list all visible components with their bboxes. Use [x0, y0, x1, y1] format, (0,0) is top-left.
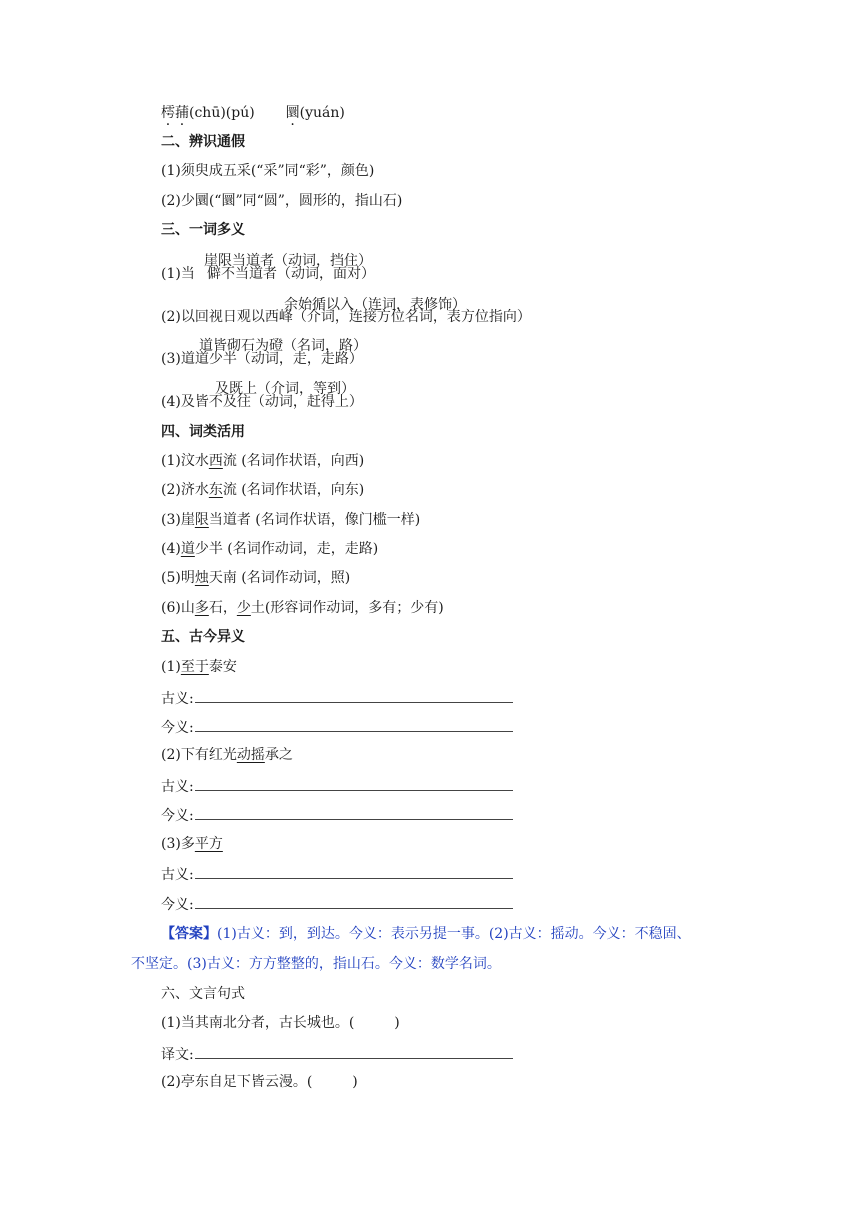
- pinyin-line: [161, 104, 345, 122]
- key-word: 平方: [194, 836, 223, 852]
- blank-label: 今义:: [161, 808, 194, 824]
- item-text: 天南 (名词作动词，照): [208, 570, 351, 586]
- item-text: 流 (名词作状语，向西): [222, 453, 365, 469]
- key-word: 少: [236, 600, 251, 616]
- answer-blank[interactable]: [195, 805, 513, 820]
- list-item-prefix: (1)当: [161, 266, 195, 282]
- answer-blank[interactable]: [195, 717, 513, 732]
- key-word: 动摇: [236, 747, 265, 763]
- item-text: 当道者 (名词作状语，像门槛一样): [208, 512, 421, 528]
- section-heading: 二、辨识通假: [161, 134, 245, 150]
- answer-blank[interactable]: [195, 1044, 513, 1059]
- item-text: 流 (名词作状语，向东): [222, 482, 365, 498]
- question: [161, 746, 293, 764]
- key-word: 至于: [180, 659, 209, 675]
- item-text: 石，: [208, 600, 237, 616]
- dotted-char: 圜: [285, 105, 300, 121]
- answer-blank-row: [161, 1044, 513, 1064]
- item-text: 土(形容词作动词，多有；少有): [250, 600, 444, 616]
- section-heading: 四、词类活用: [161, 424, 245, 440]
- sense-line: 崖限当道者（动词，挡住）: [204, 253, 372, 269]
- blank-label: 古义:: [161, 867, 194, 883]
- sense-line: (2)以回视日观以西峰（介词，连接方位名词，表方位指向）: [161, 309, 531, 325]
- sense-line: (4)及皆不及往（动词，赶得上）: [161, 394, 363, 410]
- pinyin-text: (yuán): [299, 105, 345, 121]
- item-text: (2)济水: [161, 482, 209, 498]
- item-text: (2)下有红光: [161, 747, 237, 763]
- answer-line: 不坚定。(3)古义：方方整整的，指山石。今义：数学名词。: [131, 956, 501, 972]
- blank-label: 古义:: [161, 691, 194, 707]
- key-word: 限: [194, 512, 209, 528]
- item-text: (3)崖: [161, 512, 195, 528]
- sense-line: (3)道道少半（动词，走，走路）: [161, 351, 363, 367]
- key-word: 西: [208, 453, 223, 469]
- item-text: (1)汶水: [161, 453, 209, 469]
- blank-label: 译文:: [161, 1047, 194, 1063]
- answer-blank-row: [161, 776, 513, 796]
- question: [161, 835, 223, 853]
- list-item: [161, 481, 364, 499]
- blank-label: 今义:: [161, 720, 194, 736]
- item-text: ): [352, 1074, 358, 1090]
- item-text: (1): [161, 659, 181, 675]
- list-item: (2)少圜(“圜”同“圆”，圆形的，指山石): [161, 193, 403, 209]
- item-text: (4): [161, 541, 181, 557]
- dotted-char: 樗: [161, 105, 175, 121]
- question: [161, 658, 237, 676]
- answer-line: (1)古义：到，到达。今义：表示另提一事。(2)古义：摇动。今义：不稳固、: [217, 926, 691, 942]
- item-text: (2)亭东自足下皆云漫。(: [161, 1074, 313, 1090]
- list-item: [161, 540, 378, 558]
- key-word: 东: [208, 482, 223, 498]
- key-word: 道: [180, 541, 195, 557]
- question: [161, 1073, 358, 1091]
- sense-line: 僻不当道者（动词，面对）: [207, 266, 375, 282]
- question: [161, 1014, 400, 1032]
- item-text: 泰安: [208, 659, 237, 675]
- answer-blank-row: [161, 717, 513, 737]
- list-item: [161, 511, 420, 529]
- item-text: (3)多: [161, 836, 195, 852]
- answer-blank[interactable]: [195, 864, 513, 879]
- answer-blank-row: [161, 864, 513, 884]
- list-item: [161, 599, 444, 617]
- answer-tag: 【答案】: [161, 926, 217, 942]
- section-heading: 三、一词多义: [161, 222, 245, 238]
- answer-blank[interactable]: [195, 894, 513, 909]
- answer-text: [161, 925, 691, 943]
- item-text: (6)山: [161, 600, 195, 616]
- list-item: [161, 452, 364, 470]
- sense-line: 及既上（介词，等到）: [215, 381, 355, 397]
- section-heading: 六、文言句式: [161, 986, 245, 1002]
- blank-label: 古义:: [161, 779, 194, 795]
- answer-blank-row: [161, 894, 513, 914]
- list-item: [161, 569, 350, 587]
- sense-line: 道皆砌石为磴（名词，路）: [199, 338, 367, 354]
- answer-blank[interactable]: [195, 688, 513, 703]
- section-heading: 五、古今异义: [161, 629, 245, 645]
- item-text: (5)明: [161, 570, 195, 586]
- key-word: 多: [194, 600, 209, 616]
- key-word: 烛: [194, 570, 209, 586]
- sense-line: 余始循以入（连词，表修饰）: [284, 297, 466, 313]
- item-text: 承之: [264, 747, 293, 763]
- answer-blank-row: [161, 805, 513, 825]
- item-text: 少半 (名词作动词，走，走路): [194, 541, 379, 557]
- pinyin-text: (chū)(pú): [189, 105, 255, 121]
- answer-blank-row: [161, 688, 513, 708]
- blank-label: 今义:: [161, 897, 194, 913]
- dotted-char: 蒱: [175, 105, 189, 121]
- item-text: ): [394, 1015, 400, 1031]
- item-text: (1)当其南北分者，古长城也。(: [161, 1015, 355, 1031]
- list-item: (1)须臾成五采(“采”同“彩”，颜色): [161, 163, 375, 179]
- answer-blank[interactable]: [195, 776, 513, 791]
